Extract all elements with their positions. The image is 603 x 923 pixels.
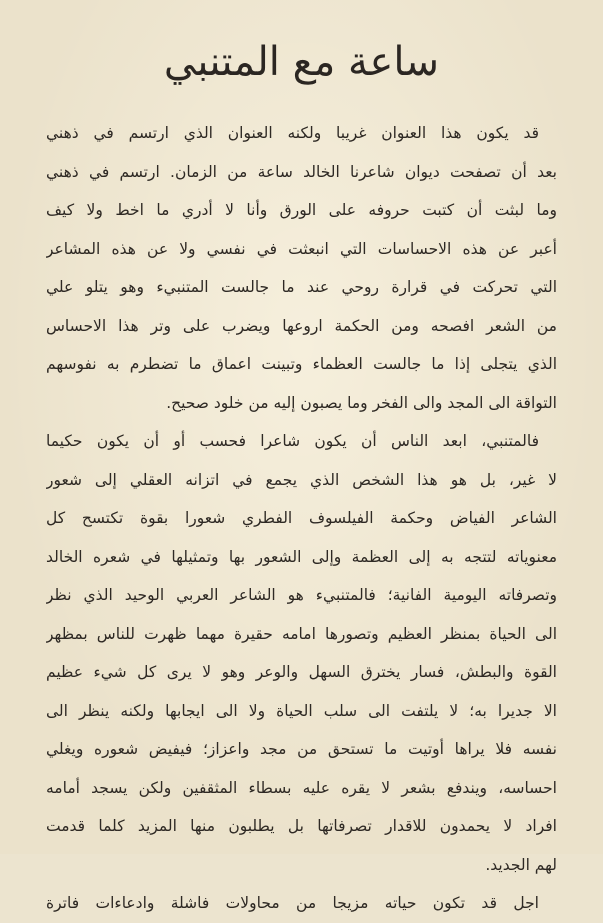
page-title: ساعة مع المتنبي (163, 39, 440, 85)
text-line: لا غير، بل هو هذا الشخص الذي يجمع في اتزانه العقلي إلى شعور (46, 470, 557, 489)
text-line: التي تحركت في قرارة روحي عند ما جالست المتنبيء وهو يتلو علي (46, 278, 557, 296)
text-line: اجل قد تكون حياته مزيجا من محاولات فاشلة وادعاءات فاترة (46, 894, 539, 912)
text-line: قد يكون هذا العنوان غريبا ولكنه العنوان الذي ارتسم في ذهني (46, 124, 539, 142)
paragraph-1 (46, 114, 557, 422)
text-line: الذي يتجلى إذا ما جالست العظماء وتبينت اعماق ما تضطرم به نفوسهم (46, 355, 557, 373)
text-line: الا جديرا به؛ لا يلتفت الى سلب الحياة ولا الى ايجابها ولكنه ينظر الى (46, 701, 557, 720)
text-line: الى الحياة بمنظر العظيم وتصورها امامه حقيرة مهما ظهرت للناس بمظهر (46, 624, 557, 643)
text-line: نفسه فلا يراها أوتيت ما تستحق من مجد واعزاز؛ فيفيض شعوره ويغلي (46, 740, 557, 758)
text-line: فالمتنبي، ابعد الناس أن يكون شاعرا فحسب أو أن يكون حكيما (46, 432, 539, 450)
text-line: الشاعر الفياض وحكمة الفيلسوف الفطري شعورا بقوة تكتسح كل (46, 509, 557, 527)
text-line: بعد أن تصفحت ديوان شاعرنا الخالد ساعة من الزمان. ارتسم في ذهني (46, 162, 557, 181)
text-line: القوة والبطش، فسار يخترق السهل والوعر وهو لا يرى كل شيء عظيم (46, 663, 557, 681)
text-line: لهم الجديد. (485, 855, 557, 874)
text-line: التواقة الى المجد والى الفخر وما يصبون إليه من خلود صحيح. (166, 393, 557, 412)
text-line: وتصرفاته اليومية الفانية؛ فالمتنبيء هو الشاعر العربي الوحيد الذي نظر (46, 586, 557, 604)
text-line: احساسه، ويندفع بشعر لا يقره عليه بسطاء المثقفين ولكن يسجد أمامه (46, 778, 557, 797)
article-body (46, 114, 557, 923)
text-line: أعبر عن هذه الاحساسات التي انبعثت في نفسي ولا عن هذه المشاعر (46, 239, 557, 258)
paragraph-3 (46, 884, 557, 923)
text-line: معنوياته لتتجه به إلى العظمة وإلى الشعور بها وتمثيلها في شعره الخالد (46, 547, 557, 566)
paragraph-2 (46, 422, 557, 884)
text-line: من الشعر افصحه ومن الحكمة اروعها ويضرب على وتر هذا الاحساس (46, 316, 557, 335)
text-line: وما لبثت أن كتبت حروفه على الورق وأنا لا أدري ما اخط ولا كيف (46, 201, 557, 219)
text-line: افراد لا يحمدون للاقدار تصرفاتها بل يطلبون منها المزيد كلما قدمت (46, 817, 557, 835)
